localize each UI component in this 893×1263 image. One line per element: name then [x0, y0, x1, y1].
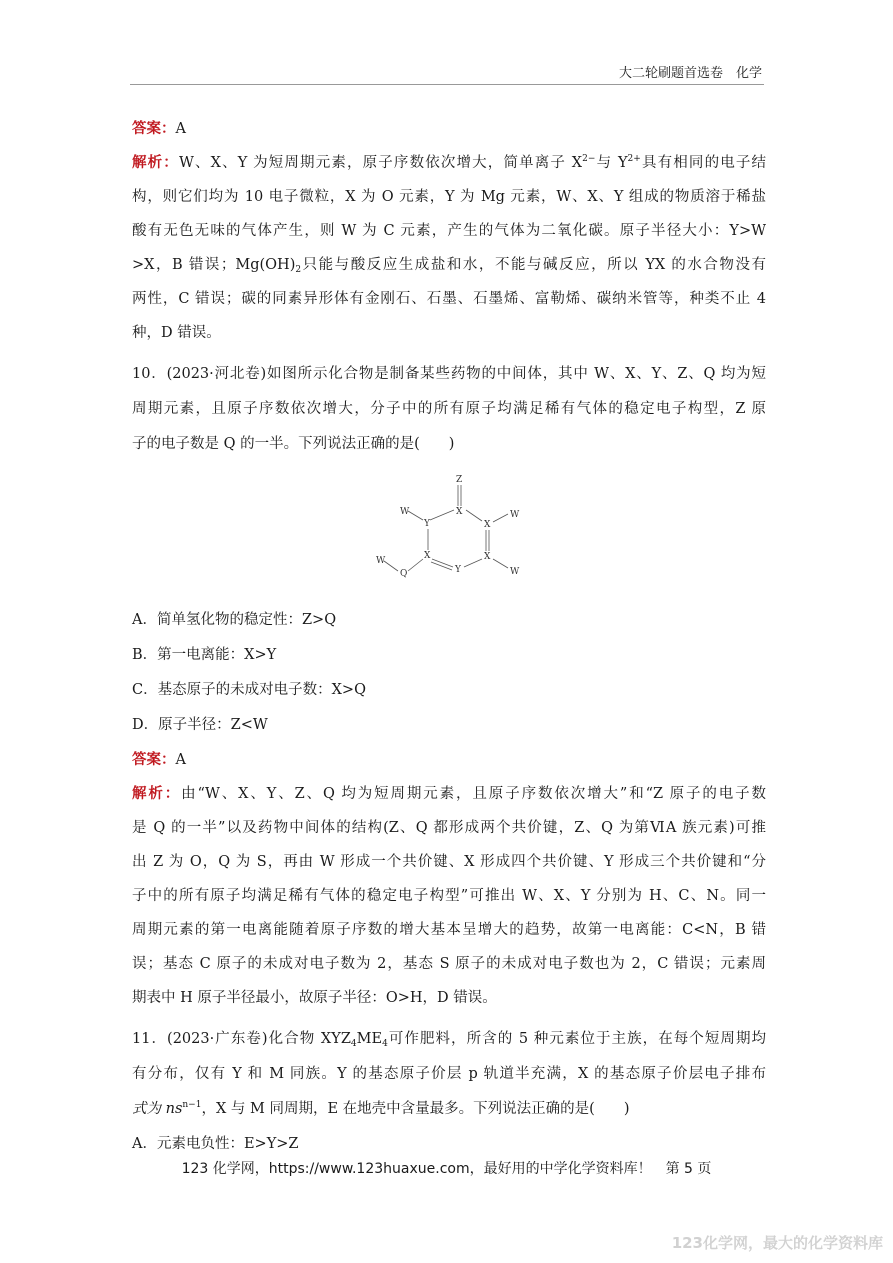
analysis-9-line-6: 种，D 错误。 [132, 325, 221, 341]
atom-w-4: W [376, 556, 386, 566]
atom-w-3: W [510, 567, 520, 577]
analysis-9-line-3: 酸有无色无味的气体产生，则 W 为 C 元素，产生的气体为二氧化碳。原子半径大小：Y>W [132, 223, 766, 239]
header-rule [130, 84, 764, 85]
option-c: C．基态原子的未成对电子数：X>Q [132, 682, 366, 698]
question-11-line-3: 式为 $ns^{n-1}$，X 与 M 同周期，E 在地壳中含量最多。下列说法正确的是( ) [132, 1100, 630, 1117]
question-11-line-2: 有分布，仅有 Y 和 M 同族。Y 的基态原子价层 p 轨道半充满，X 的基态原子价层电子排布 [132, 1066, 766, 1082]
running-header: 大二轮刷题首选卷 化学 [618, 66, 762, 81]
answer-value: A [175, 752, 186, 768]
atom-w-1: W [400, 507, 410, 517]
option-b: B．第一电离能：X>Y [132, 647, 277, 663]
analysis-10-line-5: 周期元素的第一电离能随着原子序数的增大基本呈增大的趋势，故第一电离能：C<N，B 错 [132, 922, 766, 938]
answer-label: 答案： [132, 120, 176, 137]
question-10-line-3: 子的电子数是 Q 的一半。下列说法正确的是( ) [132, 436, 455, 452]
analysis-9-line-4: >X，B 错误；$Mg(OH)_2$只能与酸反应生成盐和水，不能与碱反应，所以 YX 的水合物没有 [132, 257, 766, 275]
atom-q: Q [400, 569, 408, 579]
atom-x-top: X [456, 507, 463, 517]
analysis-10-line-6: 误；基态 C 原子的未成对电子数为 2，基态 S 原子的未成对电子数也为 2，C 错误；元素周 [132, 956, 766, 972]
watermark: 123化学网，最大的化学资料库 [671, 1234, 883, 1252]
analysis-10-line-1: 解析：由“W、X、Y、Z、Q 均为短周期元素，且原子序数依次增大”和“Z 原子的电子数 [132, 785, 767, 802]
atom-w-2: W [510, 510, 520, 520]
question-10-line-1: 10．(2023·河北卷)如图所示化合物是制备某些药物的中间体，其中 W、X、Y、Z、Q 均为短 [132, 366, 766, 382]
option-d: D．原子半径：Z<W [132, 717, 268, 733]
answer-10 [132, 748, 186, 769]
analysis-10-line-4: 子中的所有原子均满足稀有气体的稳定电子构型”可推出 W、X、Y 分别为 H、C、N。同一 [132, 888, 766, 904]
page-footer: 123 化学网，https://www.123huaxue.com，最好用的中学化学资料库！ 第 5 页 [181, 1161, 712, 1177]
atom-y-left: Y [424, 519, 430, 529]
analysis-10-line-7: 期表中 H 原子半径最小，故原子半径：O>H，D 错误。 [132, 990, 497, 1006]
analysis-label: 解析： [132, 785, 182, 802]
question-11-line-1: 11．(2023·广东卷)化合物 $XYZ_4ME_4$可作肥料，所含的 5 种元素位于主族，在每个短周期均 [132, 1031, 766, 1049]
atom-x-right-top: X [484, 520, 491, 530]
analysis-label: 解析： [132, 154, 179, 171]
atom-z-top: Z [456, 475, 463, 485]
atom-x-right-bottom: X [484, 552, 491, 562]
molecule-structure-diagram [360, 470, 540, 590]
atom-x-left-bottom: X [424, 551, 431, 561]
analysis-10-line-3: 出 Z 为 O，Q 为 S，再由 W 形成一个共价键、X 形成四个共价键、Y 形成三个共价键和“分 [132, 854, 766, 870]
question-10-line-2: 周期元素，且原子序数依次增大，分子中的所有原子均满足稀有气体的稳定电子构型，Z 原 [132, 401, 766, 417]
analysis-9-line-1: 解析：W、X、Y 为短周期元素，原子序数依次增大，简单离子 $X^{2-}$与 $Y^{2+}$具有相同的电子结 [132, 154, 767, 171]
atom-y-bottom: Y [455, 565, 461, 575]
analysis-9-line-2: 构，则它们均为 10 电子微粒，X 为 O 元素，Y 为 Mg 元素，W、X、Y 组成的物质溶于稀盐 [132, 189, 766, 205]
answer-label: 答案： [132, 751, 176, 768]
answer-value: A [175, 121, 186, 137]
option-a: A．简单氢化物的稳定性：Z>Q [132, 612, 337, 628]
question-11-option-a: A．元素电负性：E>Y>Z [132, 1136, 299, 1152]
analysis-10-line-2: 是 Q 的一半”以及药物中间体的结构(Z、Q 都形成两个共价键，Z、Q 为第ⅥA 族元素)可推 [132, 820, 766, 836]
answer-9 [132, 117, 186, 138]
analysis-9-line-5: 两性，C 错误；碳的同素异形体有金刚石、石墨、石墨烯、富勒烯、碳纳米管等，种类不止 4 [132, 291, 766, 307]
